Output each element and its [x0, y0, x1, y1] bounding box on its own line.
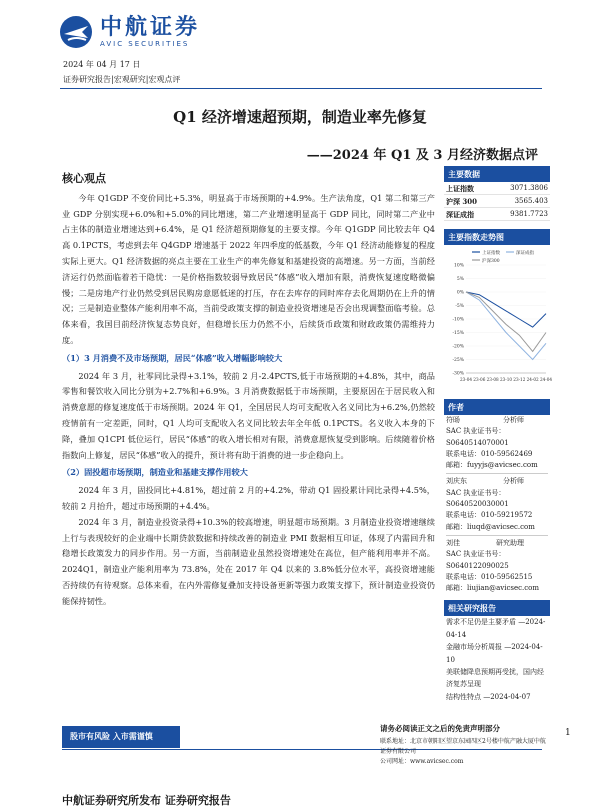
- paragraph-1: 今年 Q1GDP 不变价同比+5.3%，明显高于市场预期的+4.9%。生产法角度，Q1 第二和第三产业 GDP 分别实现+6.0%和+5.0%的同比增速，第二产业增速明显高于 GDP 同比，同时第二产业中占主体的制造业增速达到+6.4%，是 Q1 经济超预期修复的主要支撑。今年 Q1GDP 同比较去年 Q4 高 0.1PCTS，考虑到去年 Q4GDP 增速基于 2022 年四季度的低基数，今年 Q1 经济动能修复的程度实际上更大。Q1 经济数据的亮点主要在工业生产的率先修复和基建投资的高增速。另一方面，当前经济运行仍然面临着若干隐忧：一是价格指数较弱导致居民“体感”收入增加有限，消费恢复速度略微偏慢；二是房地产行业仍然受到居民购房意愿低迷的打压，存在去库存的同时库存去化周期仍在上升的情况；三是制造业整体产能利用率不高，当前受政策支撑的制造业投资增速是否会出现调整面临考验。总体来看，我国目前经济恢复态势良好，但稳增长压力仍然不小，后续货币政策和财政政策仍需维持力度。: [62, 192, 435, 345]
- main-data-header: 主要数据: [444, 166, 550, 182]
- analyst-name: 刘庆东: [446, 477, 467, 486]
- footer-website[interactable]: 公司网址：www.avicsec.com: [380, 758, 464, 765]
- analyst-name: 刘佳: [446, 538, 460, 547]
- main-data-table: [444, 182, 550, 221]
- y-tick-label: -30%: [452, 371, 464, 377]
- analyst-block: [444, 415, 550, 474]
- x-tick-label: 23-06: [473, 377, 486, 382]
- authors-header: 作者: [444, 399, 550, 415]
- analyst-phone: 联系电话：010-59219572: [446, 511, 533, 520]
- risk-banner: 股市有风险 入市需谨慎: [62, 726, 180, 748]
- footer-info: [380, 724, 550, 767]
- data-label: 上证指数: [446, 184, 474, 193]
- index-trend-chart: [444, 245, 553, 395]
- data-row: [444, 208, 550, 221]
- x-tick-label: 24-04: [539, 377, 553, 382]
- analyst-block: [444, 476, 550, 535]
- data-value: 3071.3806: [510, 184, 548, 192]
- company-logo: [58, 14, 200, 50]
- trend-header: 主要指数走势图: [444, 229, 550, 245]
- related-item[interactable]: 美联储降息预期再受扰，国内经济复苏呈现: [446, 668, 544, 689]
- analyst-cert: SAC 执业证书号：S0640520030001: [446, 488, 509, 509]
- footer-address: 联系地址：北京市朝阳区望京东园四区2号楼中航产融大厦中航证券有限公司: [380, 738, 546, 755]
- logo-cn-text: 中航证券: [100, 15, 201, 40]
- divider: [446, 473, 548, 474]
- analyst-name: 符旸: [446, 416, 460, 424]
- related-item[interactable]: 金融市场分析周报 —2024-04-10: [446, 643, 543, 664]
- report-date: 2024 年 04 月 17 日: [63, 60, 141, 69]
- data-label: 深证成指: [446, 210, 474, 219]
- y-tick-label: 0%: [456, 290, 464, 296]
- analyst-cert: SAC 执业证书号：S0640514070001: [446, 427, 509, 447]
- y-tick-label: 5%: [456, 277, 464, 282]
- x-tick-label: 24-02: [526, 377, 539, 382]
- x-tick-label: 23-04: [459, 377, 473, 382]
- report-title: Q1 经济增速超预期，制造业率先修复: [173, 108, 427, 126]
- data-value: 9381.7723: [510, 210, 548, 218]
- x-tick-label: 23-10: [499, 377, 513, 382]
- logo-en-text: AVIC SECURITIES: [100, 40, 190, 48]
- next-page-header: 中航证券研究所发布 证券研究报告: [62, 794, 231, 807]
- header-divider: [60, 88, 542, 89]
- data-row: [444, 195, 550, 208]
- related-header: 相关研究报告: [444, 600, 550, 616]
- analyst-role: 分析师: [503, 416, 524, 424]
- section-2-heading: （2）固投超市场预期，制造业和基建支撑作用较大: [62, 467, 248, 478]
- related-item[interactable]: 结构性特点 —2024-04-07: [446, 692, 531, 701]
- analyst-email[interactable]: 邮箱：liuqd@avicsec.com: [446, 522, 535, 531]
- data-value: 3565.403: [514, 197, 548, 205]
- x-tick-label: 23-08: [486, 377, 499, 382]
- data-row: [444, 182, 550, 195]
- section-1-heading: （1）3 月消费不及市场预期，居民“体感”收入增幅影响较大: [62, 352, 283, 363]
- page-number: 1: [565, 728, 571, 738]
- analyst-role: 分析师: [503, 477, 524, 486]
- report-category: 证券研究报告|宏观研究|宏观点评: [63, 75, 181, 84]
- related-item[interactable]: 需求不足仍是主要矛盾 —2024-04-14: [446, 618, 546, 639]
- disclaimer-notice: 请务必阅读正文之后的免责声明部分: [380, 724, 500, 733]
- related-list: [444, 616, 550, 703]
- core-heading: 核心观点: [62, 172, 106, 185]
- paragraph-3: 2024 年 3 月，固投同比+4.81%，超过前 2 月的+4.2%，带动 Q1 固投累计同比录得+4.5%，较前 2 月抬升，超过市场预期的+4.4%。: [62, 485, 435, 511]
- x-tick-label: 23-12: [513, 377, 526, 382]
- analyst-email[interactable]: 邮箱：liujian@avicsec.com: [446, 584, 540, 593]
- legend-label: 深证成指: [516, 251, 534, 256]
- y-tick-label: 10%: [453, 263, 464, 269]
- main-content: [62, 166, 435, 610]
- avic-logo-icon: [58, 14, 94, 50]
- analyst-role: 研究助理: [496, 538, 524, 547]
- y-tick-label: -10%: [452, 317, 464, 323]
- analyst-email[interactable]: 邮箱：fuyyjs@avicsec.com: [446, 461, 538, 470]
- y-tick-label: -15%: [452, 331, 464, 336]
- paragraph-2: 2024 年 3 月，社零同比录得+3.1%，较前 2 月-2.4PCTS,低于市场预期的+4.8%，其中，商品零售和餐饮收入同比分别为+2.7%和+6.9%。3 月消费数据低于市场预期，主要原因在于居民收入和消费意愿的修复速度低于市场预期。2024 年 Q1，全国居民人均可支配收入名义同比为+6.2%,仍然较疫情前有一定差距，同时，Q1 人均可支配收入名义同比较去年全年低 0.1PCTS。名义收入本身的下降，叠加 Q1CPI 低位运行，居民“体感”的收入增长相对有限，消费意愿恢复受到影响。后续随着价格指数向上修复，居民“体感”收入的提升，预计将有助于消费的进一步企稳向上。: [62, 370, 435, 460]
- y-tick-label: -20%: [452, 344, 464, 350]
- analyst-cert: SAC 执业证书号：S0640122090025: [446, 550, 509, 570]
- analyst-phone: 联系电话：010-59562469: [446, 449, 533, 458]
- y-tick-label: -5%: [455, 304, 464, 309]
- data-label: 沪深 300: [446, 197, 478, 206]
- series-line: [466, 292, 546, 351]
- paragraph-4: 2024 年 3 月，制造业投资录得+10.3%的较高增速，明显超市场预期。3 月制造业投资增速继续上行与表现较好的企业端中长期贷款数据和持续改善的制造业 PMI 数据相互印证，体现了内需回升和稳增长政策发力的同步作用。另一方面，当前制造业虽然投资增速处在高位，但产能利用率并不高。2024Q1，制造业产能利用率为 73.8%，处在 2017 年 Q4 以来的 3.8%低分位水平，高投资增速能否持续仍有待观察。总体来看，在内外需修复叠加支持设备更新等强力政策支撑下，预计制造业投资仍能保持韧性。: [62, 516, 435, 606]
- legend-label: 沪深300: [482, 259, 500, 264]
- y-tick-label: -25%: [452, 358, 464, 363]
- divider: [446, 535, 548, 536]
- legend-label: 上证指数: [482, 251, 500, 256]
- sidebar: [444, 166, 553, 703]
- report-subtitle: ——2024 年 Q1 及 3 月经济数据点评: [306, 148, 538, 163]
- analyst-phone: 联系电话：010-59562515: [446, 572, 533, 581]
- analyst-block: [444, 538, 550, 594]
